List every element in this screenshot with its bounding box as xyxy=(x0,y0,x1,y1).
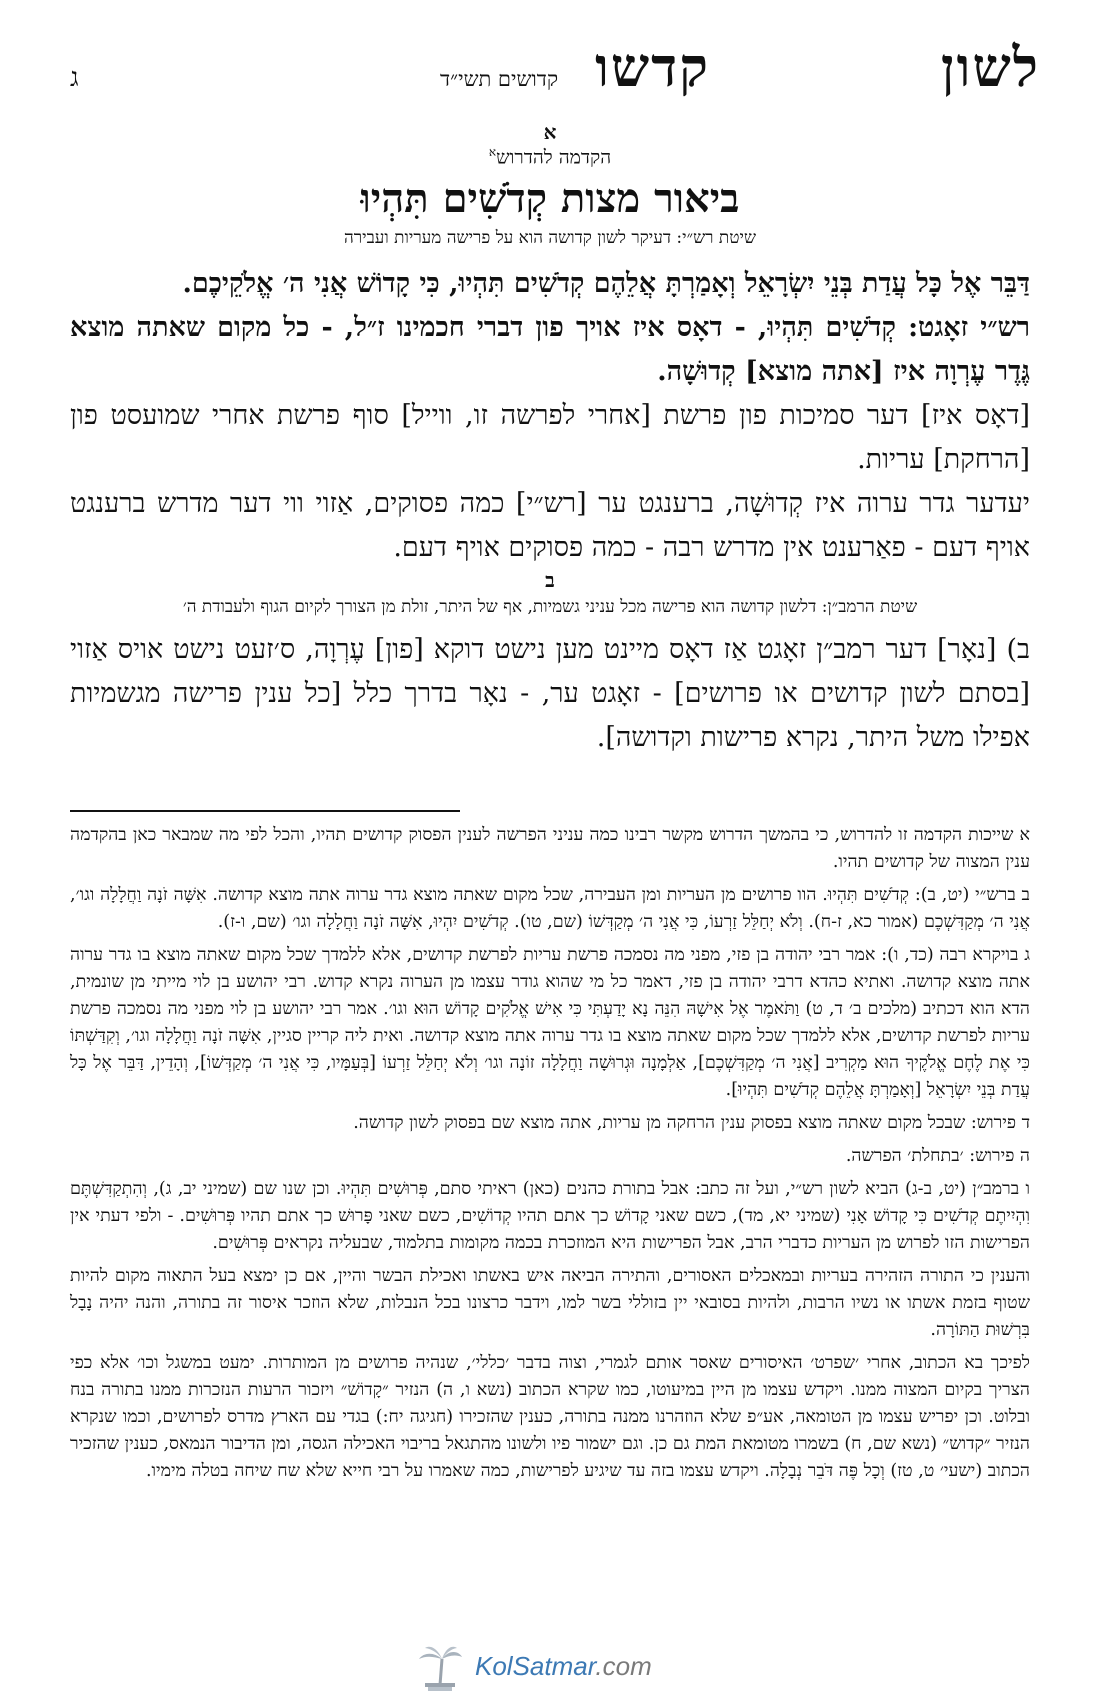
paragraph: יעדער גדר ערוה איז קְדוּשָׁה, ברענגט ער [רש״י] כמה פסוקים, אַזוי ווי דער מדרש ברענגט אויף דעם - פאַרענט אין מדרש רבה - כמה פסוקים אויף דעם. xyxy=(70,488,1030,563)
footnote-continuation: לפיכך בא הכתוב, אחרי ׳שפרט׳ האיסורים שאסר אותם לגמרי, וצוה בדבר ׳כללי׳, שנהיה פרושים מן המותרות. ימעט במשגל וכו׳ אלא כפי הצריך בקיום המצוה ממנו. ויקדש עצמו מן היין במיעוטו, כמו שקרא הכתוב (נשא ו, ה) הנזיר ״קָדוֹשׁ״ ויזכור הרעות הנזכרות ממנו בתורה בנח ובלוט. וכן יפריש עצמו מן הטומאה, אע״פ שלא הוזהרנו ממנה בתורה, כענין שהזכירו (חגיגה יח:) בגדי עם הארץ מדרס לפרושים, וכמו שנקרא הנזיר ״קדוש״ (נשא שם, ח) בשמרו מטומאת המת גם כן. וגם ישמור פיו ולשונו מהתגאל בריבוי האכילה הגסה, ומן הדיבור הנמאס, כענין שהזכיר הכתוב (ישעי׳ ט, טז) וְכָל פֶּה דֹּבֵר נְבָלָה. ויקדש עצמו בזה עד שיגיע לפרישות, כמה שאמרו על רבי חייא שלא שח שיחה בטלה מימיו. xyxy=(70,1353,1030,1481)
palm-tree-books-icon xyxy=(415,1645,465,1693)
section-b-body xyxy=(70,628,1030,760)
verse-paragraph: דַּבֵּר אֶל כָּל עֲדַת בְּנֵי יִשְׂרָאֵל וְאָמַרְתָּ אֲלֵהֶם קְדֹשִׁים תִּהְיוּ, כִּי קָדוֹשׁ אֲנִי ה׳ אֱלֹקֵיכֶם. xyxy=(182,268,1030,299)
footnote: ד פירוש: שבכל מקום שאתה מוצא בפסוק ענין הרחקה מן עריות, אתה מוצא שם בפסוק לשון קדושה. xyxy=(353,1113,1030,1133)
header-word-right: לשון xyxy=(940,35,1040,99)
header-parsha: קדושים תשי״ד xyxy=(440,67,559,91)
footnote-continuation: והענין כי התורה הזהירה בעריות ובמאכלים האסורים, והתירה הביאה איש באשתו ואכילת הבשר והיין, אם כן ימצא בעל התאוה מקום להיות שטוף בזמת אשתו או נשיו הרבות, ולהיות בסובאי יין בזוללי בשר למו, וידבר כרצונו בכל הנבלות, שלא הוזכר איסור זה בתורה, והנה יהיה נָבָל בִּרְשׁוּת הַתּוֹרָה. xyxy=(70,1266,1030,1340)
page-header xyxy=(60,35,1040,115)
footnote: ג בויקרא רבה (כד, ו): אמר רבי יהודה בן פזי, מפני מה נסמכה פרשת עריות לפרשת קדושים, אלא ללמדך שכל מקום שאתה מוצא בו גדר ערוה אתה מוצא קדושה. ואתיא כהדא דרבי יהודה בן פזי, דאמר כל מי שהוא גודר עצמו מן הערוה נקרא קדוש. רבי יהושע בן לוי מייתי מן שונמית, הדא הוא דכתיב (מלכים ב׳ ד, ט) וַתֹּאמֶר אֶל אִישָׁהּ הִנֵּה נָא יָדַעְתִּי כִּי אִישׁ אֱלֹקִים קָדוֹשׁ הוּא וגו׳. אמר רבי יהושע בן לוי מפני מה נסמכה פרשת עריות לפרשת קדושים, אלא ללמדך שכל מקום שאתה מוצא בו גדר ערוה אתה מוצא קדושה. ואית ליה קריין סגיין, אִשָּׁה זֹנָה וַחֲלָלָה וגו׳, וְקִדַּשְׁתּוֹ כִּי אֶת לֶחֶם אֱלֹקֶיךָ הוּא מַקְרִיב [אֲנִי ה׳ מְקַדִּשְׁכֶם], אַלְמָנָה וּגְרוּשָׁה וַחֲלָלָה זוֹנָה וגו׳ וְלֹא יְחַלֵּל זַרְעוֹ [בְּעַמָּיו, כִּי אֲנִי ה׳ מְקַדְּשׁוֹ], וְהָדֵין, דַּבֵּר אֶל כָּל עֲדַת בְּנֵי יִשְׂרָאֵל [וְאָמַרְתָּ אֲלֵהֶם קְדֹשִׁים תִּהְיוּ]. xyxy=(70,945,1030,1100)
header-word-mid: קדשו xyxy=(595,35,710,99)
footnote: א שייכות הקדמה זו להדרוש, כי בהמשך הדרוש מקשר רבינו כמה עניני הפרשה לענין הפסוק קדושים תהיו, והכל לפי מה שמבאר כאן בהקדמה ענין המצוה של קדושים תהיו. xyxy=(70,825,1030,872)
paragraph: ב) [נאָר] דער רמב״ן זאָגט אַז דאָס מיינט מען נישט דוקא [פון] עֶרְוָה, ס׳זעט נישט אויס אַזוי [בסתם לשון קדושים או פרושים] - זאָגט ער, - נאָר בדרך כלל [כל ענין פרישה מגשמיות אפילו משל היתר, נקרא פרישות וקדושה]. xyxy=(70,634,1030,753)
page-number: ג xyxy=(70,63,79,93)
footnote: ה פירוש: ׳בתחלת׳ הפרשה. xyxy=(845,1146,1030,1166)
paragraph: [דאָס איז] דער סמיכות פון פרשת [אחרי לפרשה זו, ווייל] סוף פרשת אחרי שמועסט פון [הרחקת] עריות. xyxy=(70,400,1030,475)
footnote-divider xyxy=(70,810,460,812)
section-a-body xyxy=(70,262,1030,570)
section-letter: א xyxy=(543,120,557,144)
section-subtitle: שיטת רש״י: דעיקר לשון קדושה הוא על פרישה מעריות ועבירה xyxy=(343,228,756,249)
section-intro: הקדמה להדרוש$^א$ xyxy=(488,145,612,169)
footnotes xyxy=(70,822,1030,1491)
section-title: ביאור מצות קְדֹשִׁים תִּהְיוּ xyxy=(360,175,740,223)
section-letter: ב xyxy=(545,568,555,592)
footnote: ב ברש״י (יט, ב): קְדֹשִׁים תִּהְיוּ. הוו פרושים מן העריות ומן העבירה, שכל מקום שאתה מוצא גדר ערוה אתה מוצא קדושה. אִשָּׁה זֹנָה וַחֲלָלָה וגו׳, אֲנִי ה׳ מְקַדִּשְׁכֶם (אמור כא, ז-ח). וְלֹא יְחַלֵּל זַרְעוֹ, כִּי אֲנִי ה׳ מְקַדְּשׁוֹ (שם, טו). קְדֹשִׁים יִהְיוּ, אִשָּׁה זֹנָה וַחֲלָלָה וגו׳ (שם, ו-ז). xyxy=(70,885,1030,932)
section-a-header xyxy=(0,120,1100,248)
watermark-logo xyxy=(415,1645,715,1693)
paragraph: רש״י זאָגט: קְדֹשִׁים תִּהְיוּ, - דאָס איז אויך פון דברי חכמינו ז״ל, - כל מקום שאתה מוצא גֶּדֶר עֶרְוָה איז [אתה מוצא] קְדוּשָׁה. xyxy=(70,312,1030,387)
watermark-text: KolSatmar.com xyxy=(475,1651,652,1681)
footnote: ו ברמב״ן (יט, ב-ג) הביא לשון רש״י, ועל זה כתב: אבל בתורת כהנים (כאן) ראיתי סתם, פְּרוּשִׁים תִּהְיוּ. וכן שנו שם (שמיני יב, ג), וְהִתְקַדִּשְׁתֶּם וִהְיִיתֶם קְדֹשִׁים כִּי קָדוֹשׁ אָנִי (שמיני יא, מד), כשם שאני קָדוֹשׁ כך אתם תהיו קְדוֹשִׁים, כשם שאני פָּרוּשׁ כך אתם תהיו פְּרוּשִׁים. - ולפי דעתי אין הפרישות הזו לפרוש מן העריות כדברי הרב, אבל הפרישות היא המוזכרת בכמה מקומות בתלמוד, שבעליה נקראים פְּרוּשִׁים. xyxy=(70,1179,1030,1253)
section-subtitle: שיטת הרמב״ן: דלשון קדושה הוא פרישה מכל עניני גשמיות, אף של היתר, זולת מן הצורך לקיום הגוף ולעבודת ה׳ xyxy=(182,597,918,617)
section-b-header xyxy=(0,568,1100,617)
